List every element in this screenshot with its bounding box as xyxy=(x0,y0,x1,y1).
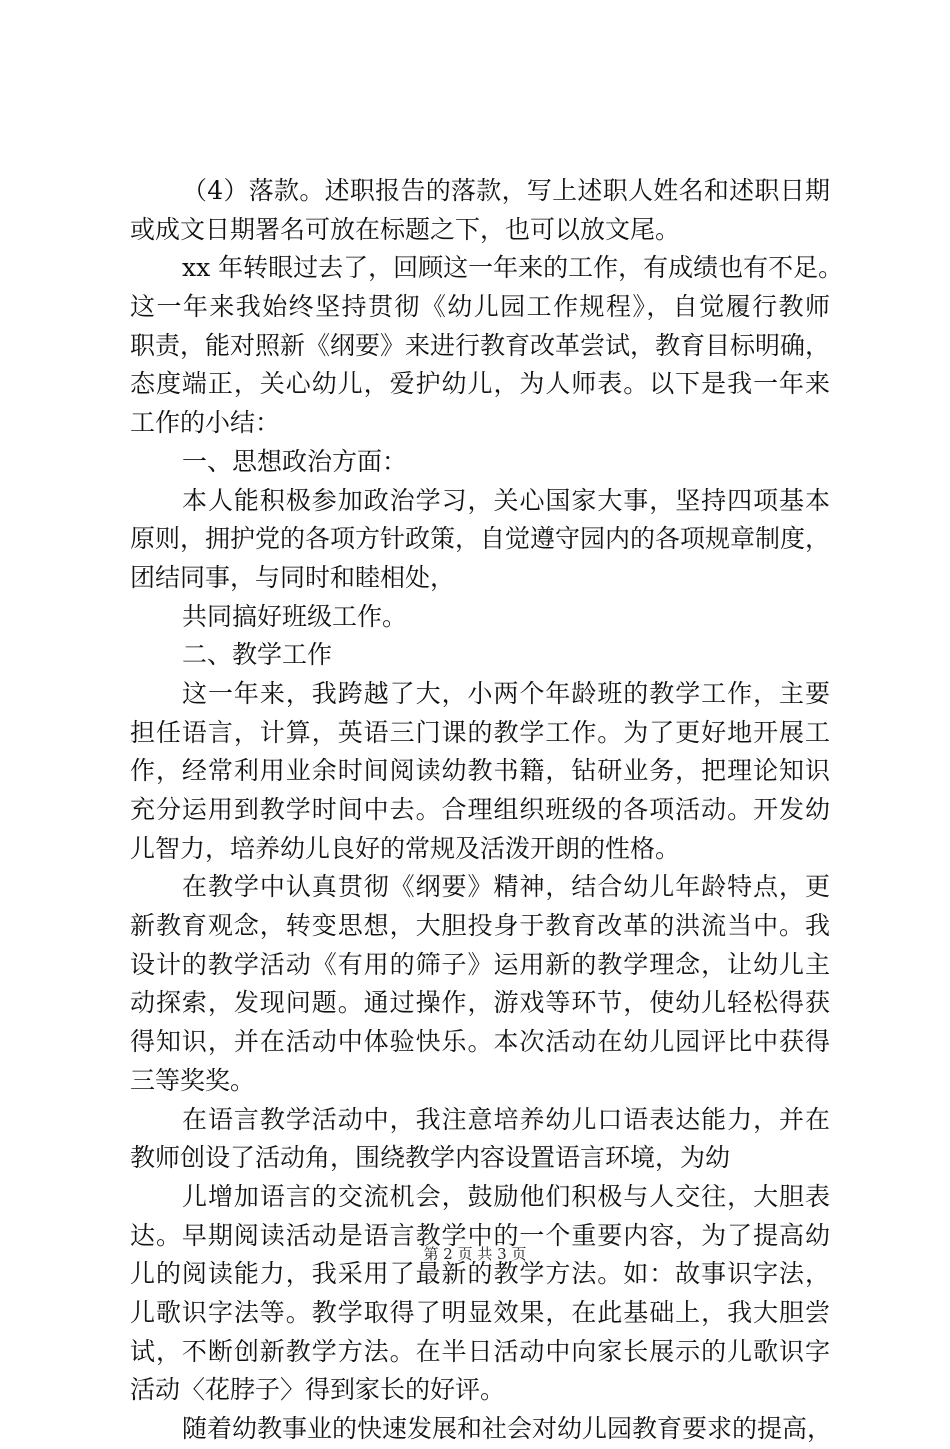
text-line: 设计的教学活动《有用的筛子》运用新的教学理念，让幼儿主 xyxy=(130,949,830,979)
text-line: 试，不断创新教学方法。在半日活动中向家长展示的儿歌识字 xyxy=(130,1336,830,1366)
text-line: 本人能积极参加政治学习，关心国家大事，坚持四项基本 xyxy=(182,485,830,515)
text-line: 教师创设了活动角，围绕教学内容设置语言环境，为幼 xyxy=(130,1143,731,1173)
text-line: 新教育观念，转变思想，大胆投身于教育改革的洪流当中。我 xyxy=(130,911,830,941)
text-line: 态度端正，关心幼儿，爱护幼儿，为人师表。以下是我一年来 xyxy=(130,369,830,399)
text-line: 充分运用到教学时间中去。合理组织班级的各项活动。开发幼 xyxy=(130,795,830,824)
text-line: 三等奖奖。 xyxy=(130,1065,256,1095)
text-line: 工作的小结： xyxy=(130,408,281,438)
text-line: 二、教学工作 xyxy=(182,640,333,670)
text-line: 团结同事，与同时和睦相处， xyxy=(130,562,456,592)
text-line: 动探索，发现问题。通过操作，游戏等环节，使幼儿轻松得获 xyxy=(130,988,830,1018)
text-line: 这一年来，我跨越了大，小两个年龄班的教学工作，主要 xyxy=(182,678,830,708)
text-line: 得知识，并在活动中体验快乐。本次活动在幼儿园评比中获得 xyxy=(130,1027,830,1057)
text-line: 作，经常利用业余时间阅读幼教书籍，钻研业务，把理论知识 xyxy=(130,756,830,786)
text-line: 儿的阅读能力，我采用了最新的教学方法。如：故事识字法， xyxy=(130,1259,830,1289)
page-footer: 第 2 页 共 3 页 xyxy=(423,1245,527,1263)
text-line: 担任语言，计算，英语三门课的教学工作。为了更好地开展工 xyxy=(130,717,830,747)
text-line: 活动〈花脖子〉得到家长的好评。 xyxy=(130,1375,506,1405)
text-line: 儿智力，培养幼儿良好的常规及活泼开朗的性格。 xyxy=(130,833,681,863)
text-line: 或成文日期署名可放在标题之下，也可以放文尾。 xyxy=(130,214,681,244)
text-line: 在教学中认真贯彻《纲要》精神，结合幼儿年龄特点，更 xyxy=(182,872,830,902)
text-line: xx 年转眼过去了，回顾这一年来的工作，有成绩也有不足。 xyxy=(182,253,844,283)
text-line: 职责，能对照新《纲要》来进行教育改革尝试，教育目标明确， xyxy=(130,330,831,360)
text-line: 儿增加语言的交流机会，鼓励他们积极与人交往，大胆表 xyxy=(182,1181,830,1211)
text-line: 随着幼教事业的快速发展和社会对幼儿园教育要求的提高， xyxy=(182,1414,833,1443)
text-line: 这一年来我始终坚持贯彻《幼儿园工作规程》，自觉履行教师 xyxy=(130,292,830,322)
text-line: 儿歌识字法等。教学取得了明显效果，在此基础上，我大胆尝 xyxy=(130,1297,830,1327)
text-line: 在语言教学活动中，我注意培养幼儿口语表达能力，并在 xyxy=(182,1104,830,1134)
text-line: （4）落款。述职报告的落款，写上述职人姓名和述职日期 xyxy=(182,176,830,205)
text-line: 共同搞好班级工作。 xyxy=(182,601,408,631)
text-line: 原则，拥护党的各项方针政策，自觉遵守园内的各项规章制度， xyxy=(130,524,831,554)
text-line: 一、思想政治方面： xyxy=(182,446,408,476)
text-line: 达。早期阅读活动是语言教学中的一个重要内容，为了提高幼 xyxy=(130,1220,830,1250)
